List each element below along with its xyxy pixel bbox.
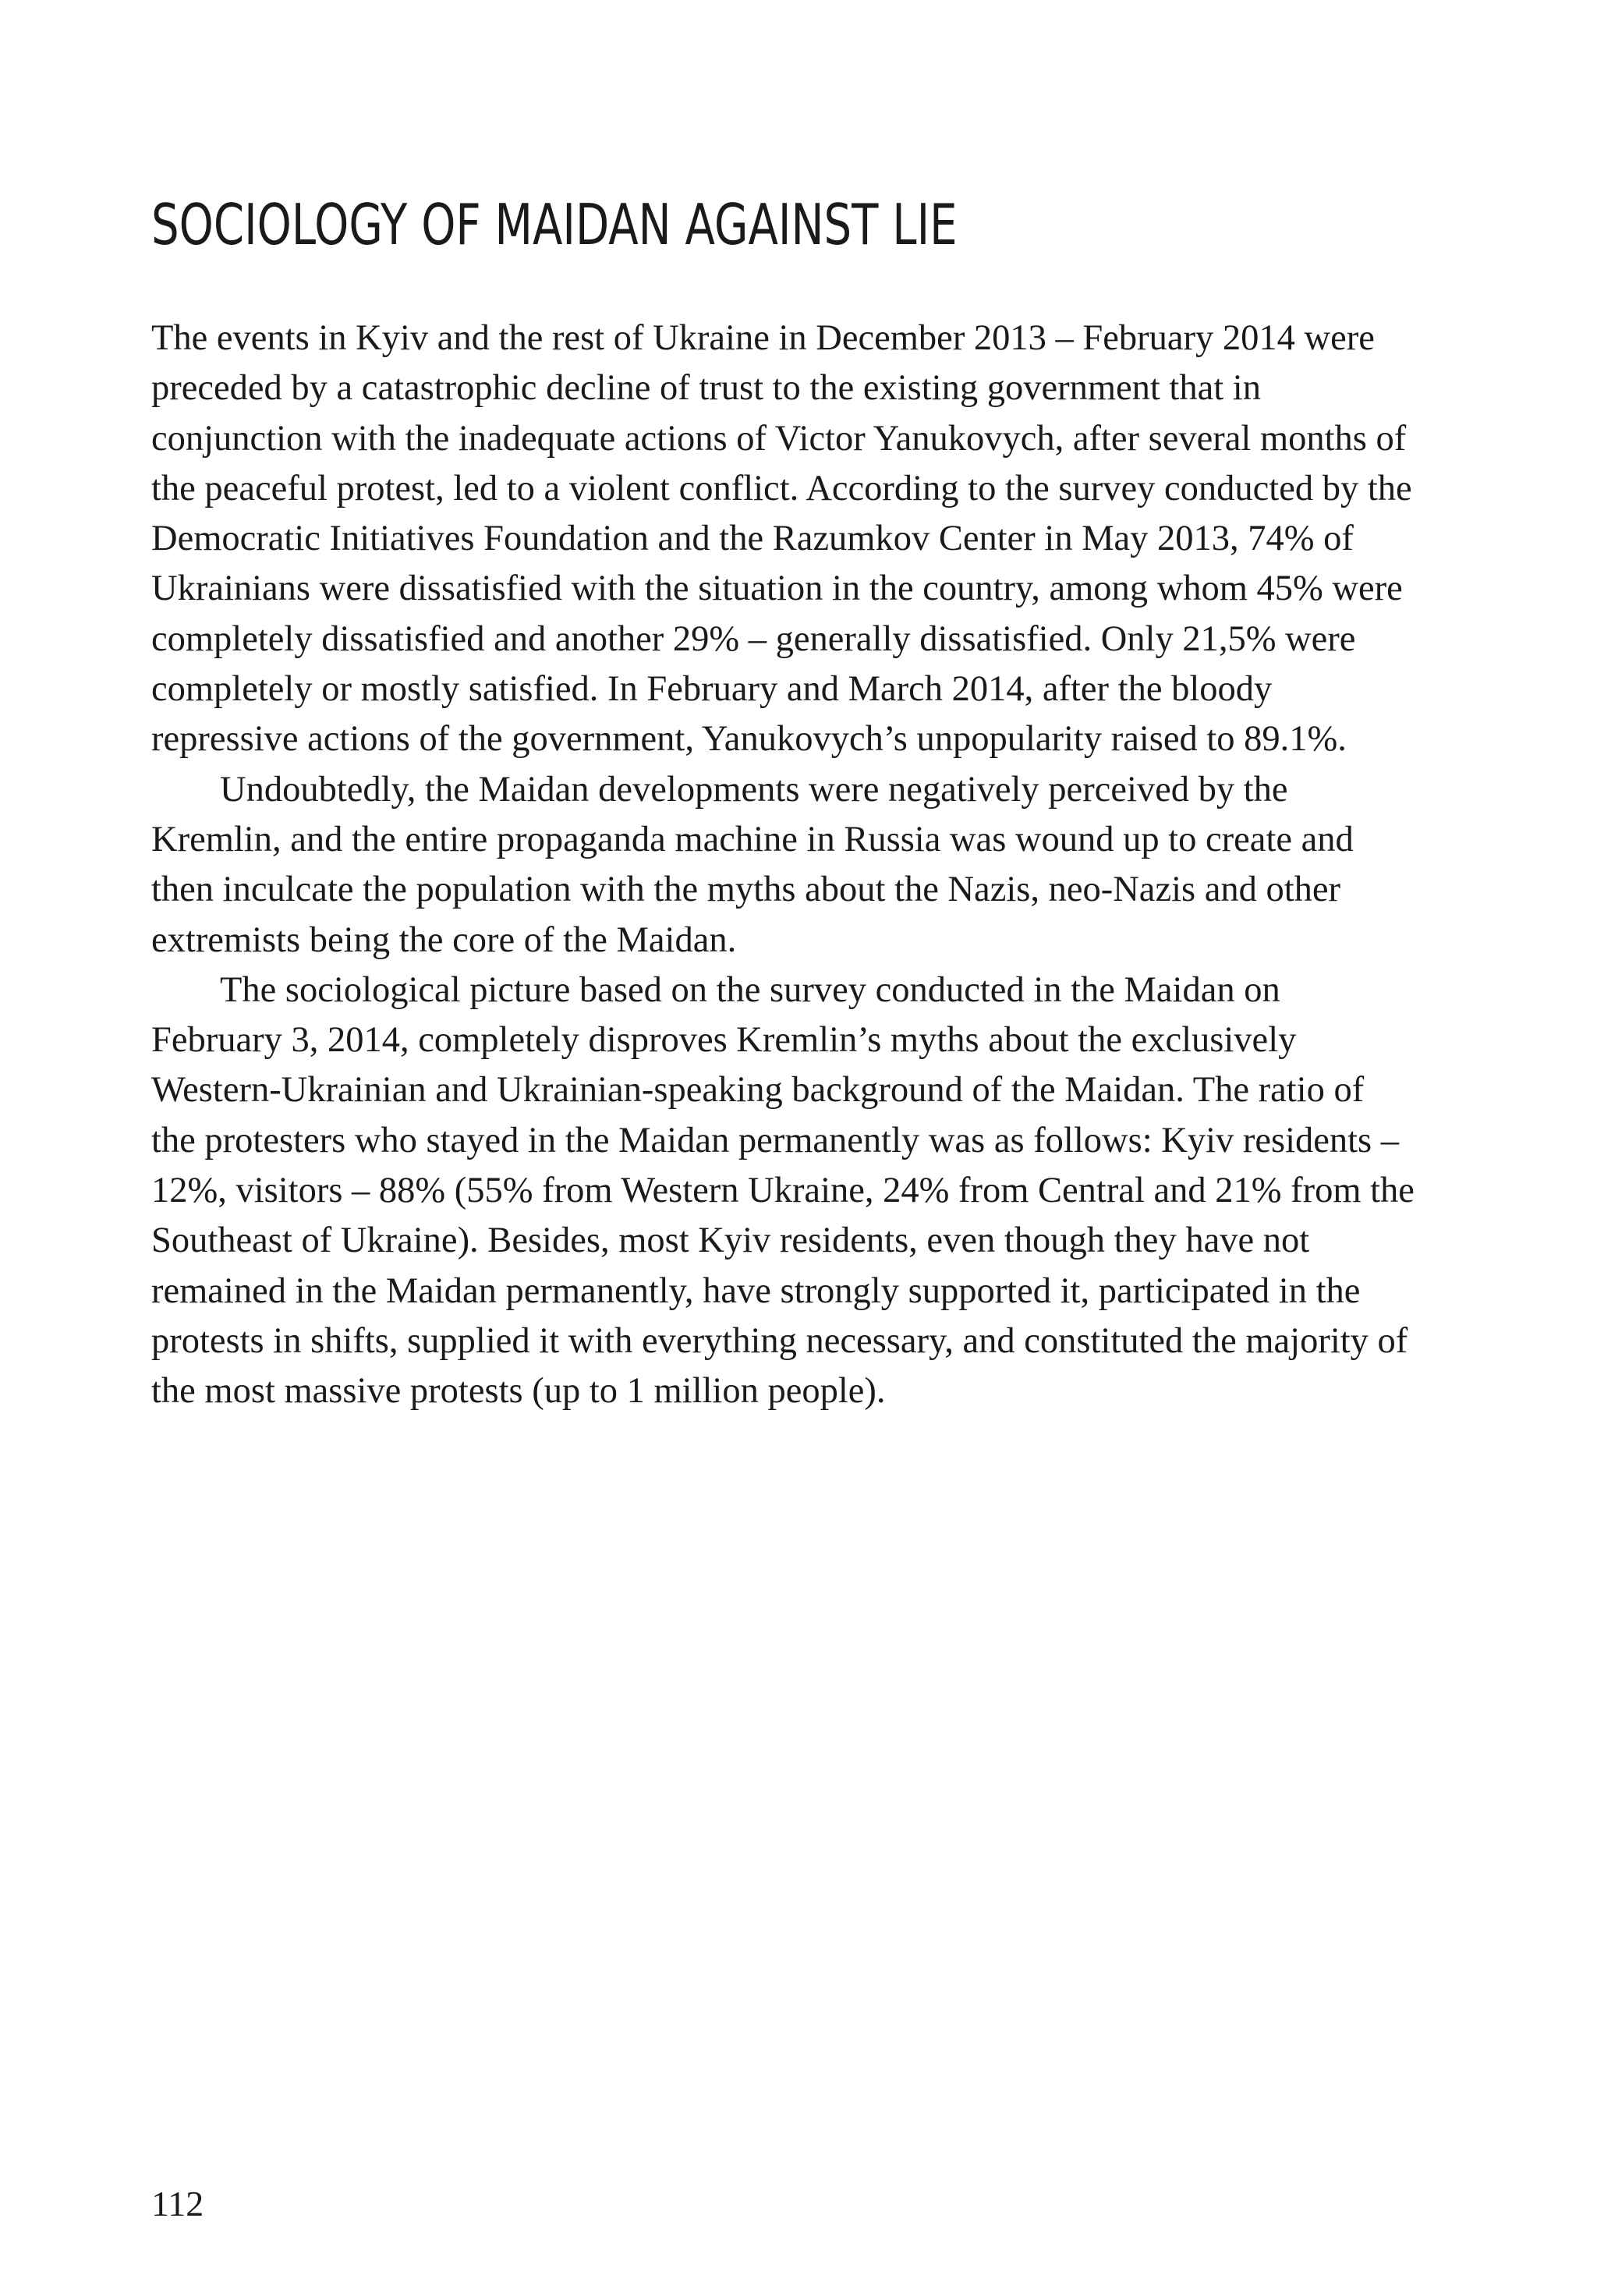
page-title: SOCIOLOGY OF MAIDAN AGAINST LIE — [151, 192, 958, 257]
paragraph-3: The sociological picture based on the survey conducted in the Maidan on February 3, 2014, completely disproves Kremlin’s myths about the exclusively Western-Ukrainian and Ukrainian-speaking background of the Maidan. The ratio of the protesters who stayed in the Maidan permanently was as follows: Kyiv residents – 12%, visitors – 88% (55% from Western Ukraine, 24% from Central and 21% from the Southeast of Ukraine). Besides, most Kyiv residents, even though they have not remained in the Maidan permanently, have strongly supported it, participated in the protests in shifts, supplied it with everything necessary, and constituted the majority of the most massive protests (up to 1 million people). — [151, 969, 1415, 1412]
page-number: 112 — [151, 2184, 204, 2223]
body-text — [151, 314, 1415, 1417]
paragraph-1: The events in Kyiv and the rest of Ukraine in December 2013 – February 2014 were preceded by a catastrophic decline of trust to the existing government that in conjunction with the inadequate actions of Victor Yanukovych, after several months of the peaceful protest, led to a violent conflict. According to the survey conducted by the Democratic Initiatives Foundation and the Razumkov Center in May 2013, 74% of Ukrainians were dissatisfied with the situation in the country, among whom 45% were completely dissatisfied and another 29% – generally dissatisfied. Only 21,5% were completely or mostly satisfied. In February and March 2014, after the bloody repressive actions of the government, Yanukovych’s unpopularity raised to 89.1%. — [151, 318, 1412, 760]
paragraph-2: Undoubtedly, the Maidan developments were negatively perceived by the Kremlin, and the entire propaganda machine in Russia was wound up to create and then inculcate the population with the myths about the Nazis, neo-Nazis and other extremists being the core of the Maidan. — [151, 769, 1354, 960]
